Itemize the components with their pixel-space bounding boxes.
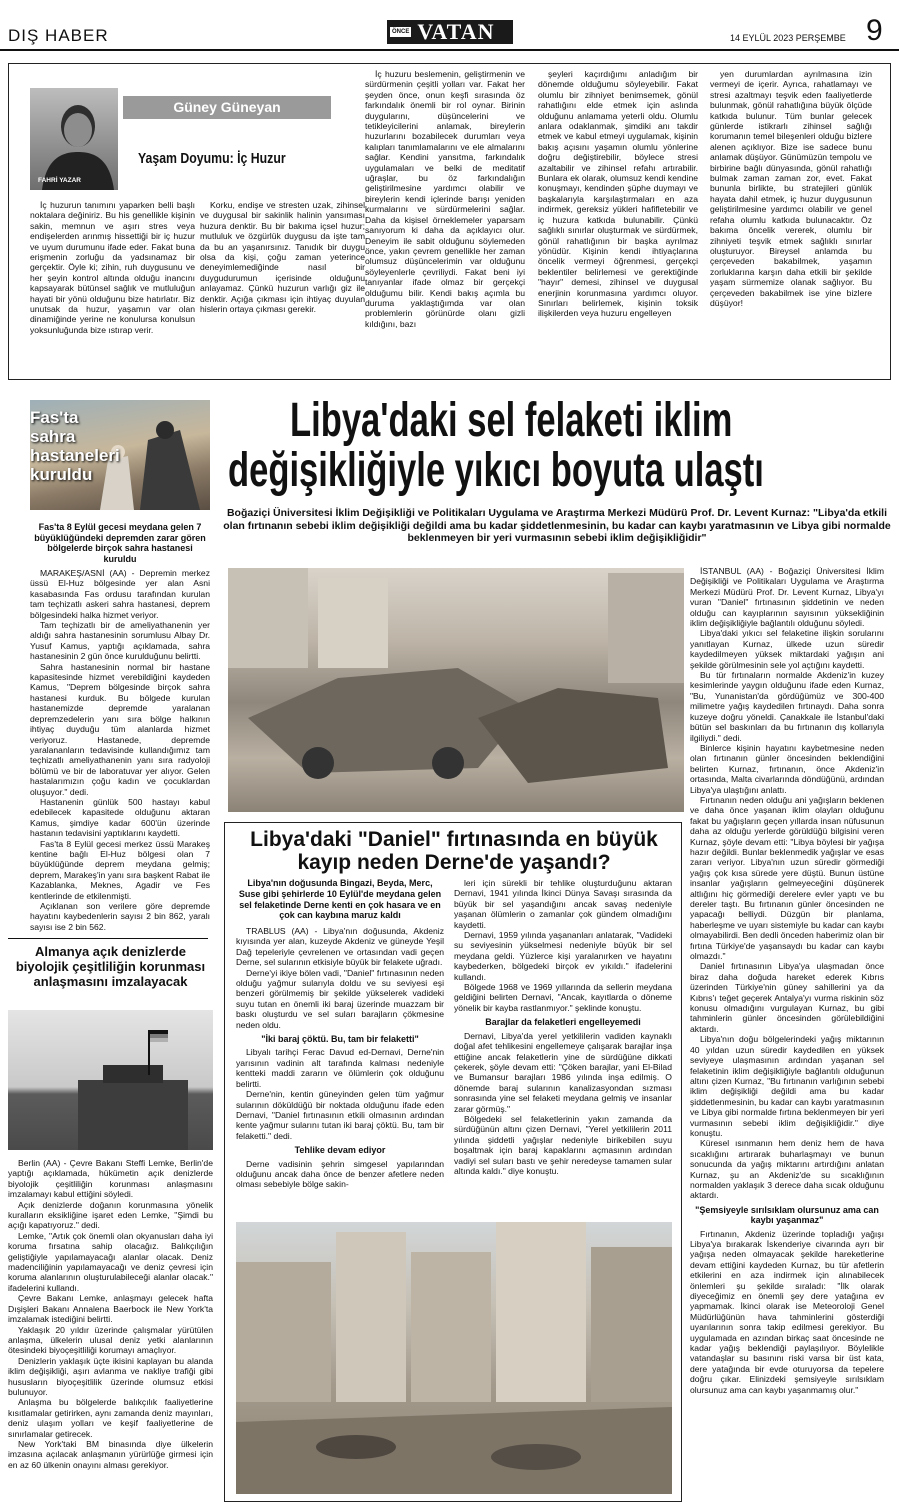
almanya-rule xyxy=(8,938,208,939)
almanya-photo xyxy=(8,1010,213,1150)
column-title: Yaşam Doyumu: İç Huzur xyxy=(138,150,286,167)
page-number: 9 xyxy=(866,14,883,47)
masthead-rule xyxy=(0,49,899,51)
masthead xyxy=(0,0,899,52)
author-portrait-icon xyxy=(30,88,118,190)
daniel-col-1: TRABLUS (AA) - Libya'nın doğusunda, Akdeniz kıyısında yer alan, kuzeyde Akdeniz ve güneyde Yeşil Dağ tepeleriyle çevrelenen ve ortasından vadi geçen Derne, sel sularının etkisiyle büyük bir felakete uğradı. Derne'yi ikiye bölen vadi, "Daniel" fırtınasının neden olduğu yağmur sularıyla doldu ve su seviyesi eşi benzeri görülmemiş bir şekilde yükselerek vadideki suyu tutan en önemli iki baraj üzerinde muazzam bir baskı oluşturdu ve sel suları barajların çökmesine neden oldu. "İki baraj çöktü. Bu, tam bir felaketti" Libyalı tarihçi Ferac Davud ed-Dernavi, Derne'nin yarısının vadinin alt tarafında kalması nedeniyle kentteki maddi zararın ve ölümlerin çok olduğunu belirtti. Derne'nin, kentin güneyinden gelen tüm yağmur sularının döküldüğü bir noktada olduğunu ifade eden Dernavi, "Daniel fırtınasının etkili olmasının ardından kente yağmur sularını tutan iki baraj çöktü. Bu, tam bir felaketti." dedi. Tehlike devam ediyor Derne vadisinin şehrin simgesel yapılarından olduğunu ancak daha önce de benzer afetlere neden olması sebebiyle bölge sakin- xyxy=(236,926,444,1190)
derne-street-photo-icon xyxy=(236,1222,672,1494)
column-text-3: İç huzuru beslemenin, geliştirmenin ve sürdürmenin çeşitli yolları var. Fakat her şeyden önce, onun keşfi sırasında öz farkındalık önemli bir rol oynar. Birinin duygularını, düşüncelerini ve tetikleyicilerini anlamak, bireylerin huzurlarını bozabilecek durumları veya kalıpları tanımlamalarını ve ele almalarını sağlar. Kendini yansıtma, farkındalık uygulamaları ve belki de meditatif uğraşlar, bu öz farkındalığın geliştirilmesine yardımcı olabilir ve bireylerin kendi içlerinde barışı yeniden kurmalarını ve sürdürmelerini sağlar. Daha da kişisel örneklemeler yaparsam sanıyorum ki daha da açıklayıcı olur. Deneyim ile sabit olduğunu söylemeden önce, yakın çevrem genellikle her zaman olumsuz düşüncelerimin var olduğunu söyleyenlerle çevriliydi. Fakat beni iyi tanıyanlar ifade olmaz bir gerçekçi olduğumu bilir. Kendi bakış açımla bu duruma yaklaştığımda var olan problemlerin görünürde olanı gizli kıldığını, bazı xyxy=(365,69,525,329)
column-text-5: yen durumlardan ayrılmasına izin vermeyi de içerir. Ayrıca, rahatlamayı ve stresi azaltmayı teşvik eden faaliyetlerde bulunmak, gönül rahatlığına büyük ölçüde katkıda bulunur. Tüm bunlar gelecek günlerde istikrarlı zihinsel sağlığı korumanın temel bileşenleri olduğu bizlere alenen açıklıyor. Bize ise sadece bunu anlamak düşüyor. Günümüzün tempolu ve birbirine bağlı dünyasında, gönül rahatlığı bulmak zaman zaman zor, evet. Fakat bununla birlikte, bu stratejileri günlük hayata dahil etmek, iç huzur duygusunun geliştirilmesine yardımcı olabilir ve genel refaha olumlu katkıda bulunacaktır. Öz bakıma öncelik vererek, olumlu bir zihniyeti teşvik etmek sağlıklı sınırlar oluşturuyor. Bireysel anlamda bu çerçeveden bakabilmek, yaşamın zorluklarına karşın daha etkili bir şekilde yaşam sürmemize olanak sağlıyor. Bu çerçeveden bakabilmek ise yine bizlere düşüyor! xyxy=(710,69,872,308)
photo-credit: FAHRİ YAZAR xyxy=(38,177,81,184)
daniel-headline: Libya'daki "Daniel" fırtınasında en büyük kayıp neden Derne'de yaşandı? xyxy=(250,828,658,874)
libya-flood-photo xyxy=(228,568,684,812)
almanya-body: Berlin (AA) - Çevre Bakanı Steffi Lemke, Berlin'de yaptığı açıklamada, hükümetin açık denizlerde biyolojik çeşitliliğin korunması anlaşmasını imzalamayı kabul ettiğini söyledi. Açık denizlerde doğanın korunmasına yönelik kuralların eksikliğine işaret eden Lemke, "Şimdi bu açığı kapatıyoruz." dedi. Lemke, "Artık çok önemli olan okyanusları daha iyi koruma fırsatına sahip olacağız. Balıkçılığın geliştiğiyle yapılamayacağı alanlar olacak. Deniz madenciliğinin yapılamayacağı ve deniz çevresi için koruma alanlarının oluşturulabileceği alanlar olacak." ifadelerini kullandı. Çevre Bakanı Lemke, anlaşmayı gelecek hafta Dışişleri Bakanı Annalena Baerbock ile New York'ta imzalamak istediğini belirtti. Yaklaşık 20 yıldır üzerinde çalışmalar yürütülen anlaşma, ülkelerin ulusal deniz yetki alanlarının ötesindeki biyoçeşitliliği korumayı amaçlıyor. Denizlerin yaklaşık üçte ikisini kaplayan bu alanda iklim değişikliği, aşırı avlanma ve nakliye trafiği gibi hususların biyoçeşitlilik üzerinde olumsuz etkisi bulunuyor. Anlaşma bu bölgelerde balıkçılık faaliyetlerine kısıtlamalar getirirken, aynı zamanda deniz mayınları, deniz ulaşım yolları ve keşif faaliyetlerine de sınırlamalar getirecek. New York'taki BM binasında diye ülkelerin imzasına açılacak anlaşmanın yürürlüğe girmesi için en az 60 ülkenin onayını alması gerekiyor. xyxy=(8,1158,213,1470)
fas-photo-title: Fas'ta sahra hastaneleri kuruldu xyxy=(30,408,120,484)
daniel-subhead-3: Barajlar da felaketleri engelleyemedi xyxy=(485,1017,641,1028)
reichstag-photo-icon xyxy=(8,1010,213,1150)
logo-badge: ÖNCE xyxy=(392,29,410,35)
almanya-headline: Almanya açık denizlerde biyolojik çeşitliliğin korunması anlaşmasını imzalayacak xyxy=(15,944,206,989)
column-text-1: İç huzurun tanımını yaparken belli başlı noktalara değiniriz. Bu his genellikle kişinin sakin, memnun ve aşırı stres veya endişelerden arınmış hissettiği bir iç huzur ve uyum durumunu ifade eder. Fakat buna erişmenin zorluğu da yadsınamaz bir gerçektir. Öyle ki; zihin, ruh duygusunu ve her şeyin kontrol altında olduğu inancını kapsayarak bütünsel sağlık ve mutluluğun hayati bir yönü olduğunu bize hatırlatır. Biz unutsak da huzur, yaşamın var olan dinamiğinde yerine ne konulursa konulsun yoksunluğunda bize ıstırap verir. xyxy=(30,200,195,335)
libya-headline-2: değişikliğiyle yıkıcı boyuta ulaştı xyxy=(228,444,764,497)
column-text-4: şeyleri kaçırdığımı anladığım bir dönemde olduğumu söyleyebilir. Fakat olumlu bir zihniyet benimsemek, gönül rahatlığını elde etmek için aslında olduğunu anlamama yeterli oldu. Olumlu anlara odaklanmak, şimdiki anı takdir etmek ve kabul etmeyi uygulamak, kişinin bakış açısını yaşamın olumlu yönlerine doğru değiştirebilir, böylece stresi azaltabilir ve zihinsel refahı artırabilir. Bunlara ek olarak, olumsuz kendi kendine konuşmayı, kendinden şüphe duymayı ve başkalarıyla karşılaştırmaları en aza indirmek, gereksiz yükleri hafifletebilir ve iç huzura katkıda bulunabilir. Çünkü sağlıklı sınırlar oluşturmak ve sürdürmek, gönül rahatlığının bir başka ayrılmaz yönüdür. Kişinin kendi ihtiyaçlarına öncelik vermeyi öğrenmesi, gerçekçi beklentiler belirlemesi ve gerektiğinde "hayır" demesi, zihinsel ve duygusal enerjinin korunmasına yardımcı oluyor. Sınırları belirlemek, kişinin toksik ilişkilerden veya huzuru engelleyen xyxy=(538,69,698,319)
daniel-lede: Libya'nın doğusunda Bingazi, Beyda, Merc, Suse gibi şehirlerde 10 Eylül'de meydana gelen sel felaketinde Derne kenti en çok hasara ve en çok can kaybına maruz kaldı xyxy=(238,878,442,921)
author-name: Güney Güneyan xyxy=(173,99,281,115)
column-text-2: Korku, endişe ve stresten uzak, zihinsel ve duygusal bir sakinlik halinin yansıması huzura denktir. Bu bir bakıma içsel huzur; mutluluk ve özgürlük duygusu da işte tam da bu an yaşanırsınız. Tanıdık bir duygu olsa da kişi, çoğu zaman yeterince deneyimlemediğinde nasıl bir duygudurumun içerisinde olduğunu anlayamaz. Çünkü huzurun varlığı giz ile denktir. Açığa çıkması için ihtiyaç duyulan hislerin ortaya çıkması gerekir. xyxy=(200,200,365,315)
fas-lede: Fas'ta 8 Eylül gecesi meydana gelen 7 büyüklüğündeki depremden zarar gören bölgelerde birçok sahra hastanesi kuruldu xyxy=(34,522,206,564)
derne-photo xyxy=(236,1222,672,1494)
libya-headline-1: Libya'daki sel felaketi iklim xyxy=(290,394,733,447)
vatan-logo xyxy=(387,20,513,44)
issue-date: 14 EYLÜL 2023 PERŞEMBE xyxy=(730,33,846,43)
libya-body: İSTANBUL (AA) - Boğaziçi Üniversitesi İklim Değişikliği ve Politikaları Uygulama ve Araştırma Merkezi Müdürü Prof. Dr. Levent Kurnaz, Libya'yı vuran "Daniel" fırtınasının şiddetinin ve neden olduğu can kayıplarının sayısının yüksekliğinin iklim değişikliğiyle bağlantılı olduğunu söyledi. Libya'daki yıkıcı sel felaketine ilişkin sorularını yanıtlayan Kurnaz, ülkede uzun süredir kaydedilmeyen yüksek miktardaki yağışın ani şekilde görülmesinin sele yol açtığını kaydetti. Bu tür fırtınaların normalde Akdeniz'in kuzey kesimlerinde yaygın olduğunu ifade eden Kurnaz, "Bu, Yunanistan'da gördüğümüz ve 300-400 milimetre yağış kaydedilen fırtınaydı. Daha sonra kuzeye doğru yöneldi. Çanakkale ile İstanbul'daki bütün sel baskınları da bu fırtınanın dış kollarıyla ilgiliydi." dedi. Binlerce kişinin hayatını kaybetmesine neden olan fırtınanın günler öncesinden beklendiğini belirten Kurnaz, fırtınanın, önce Akdeniz'in ortasında, Malta civarlarında döndüğünü, ardından Libya'ya ulaştığını anlattı. Fırtınanın neden olduğu ani yağışların beklenen ve daha önce yaşanan iklim olayları olduğunu fakat bu yağışların geçen yıllarda insan nüfusunun daha az olduğu yerlerde görüldüğü bilgisini veren Kurnaz, şöyle devam etti: "Libya böylesi bir yağışa hazır değildi. Bunlar beklenmedik yağışlar ve esas zararı veriyor. Libya'nın uzun süredir görmediği yağış çok kısa sürede yere düştü. Bunun üstüne insanlar yağışların gelmeyeceğini düşünerek altlığını hiç görmediği derelere evler yaptı ve bu dereler taştı. Bu fırtınanın günler öncesinden ne yapacağı belliydi. Düzgün bir planlama, haberleşme ve uyarı sistemiyle bu kadar can kaybı olmayabilirdi. Ben dedli önceden haberimiz olan bir fırtına Türkiye'de yaşansaydı bu kadar can kaybı olmazdı." Daniel fırtınasının Libya'ya ulaşmadan önce biraz daha doğuda hareket ederek Kıbrıs üzerinden Türkiye'nin güney sahillerini ya da Kıbrıs'ı teğet geçerek Antalya'yı vurma riskinin söz konusu olmadığını vurgulayan Kurnaz, bu gibi tahminlerin günler öncesinden görülebildiğini aktardı. Libya'nın doğu bölgelerindeki yağış miktarının 40 yıldan uzun süredir kaydedilen en yüksek seviyeye ulaşmasının ardından yaşanan sel felaketinin iklim değişikliğiyle bağlantılı olduğunun altını çizen Kurnaz, "Bu fırtınanın varlığının sebebi iklim değişikliği değildi ama bu kadar şiddetlenmesinin, bu kadar can kaybı yaratmasının ve Libya gibi normalde fırtına beklenmeyen bir yeri vurmasının sebebi iklim değişikliğidir." diye konuştu. Küresel ısınmanın hem deniz hem de hava sıcaklığını artırarak buharlaşmayı ve bunun sonucunda da yağış miktarını artırdığını anlatan Kurnaz, şu an Akdeniz'de su sıcaklığının normalden yaklaşık 3 derece daha sıcak olduğunu aktardı. "Şemsiyeyle sırılsıklam olursunuz ama can kaybı yaşanmaz" Fırtınanın, Akdeniz üzerinde topladığı yağışı Libya'ya bırakarak İskenderiye civarında ayrı bir yağışa neden olmayacak şekilde hareketlerine devam ettiğini kaydeden Kurnaz, bu tür afetlerin etkilerini en aza indirmek için alınabilecek önlemleri şu şekilde sıraladı: "İlk olarak diyeceğimiz en önemli şey dere yatağına ev yapmamak. İkinci olarak ise Meteoroloji Genel Müdürlüğünün hava tahminlerini gösterdiği uyarılarının sonra takip edilmesi gerekiyor. Bu uygulamada en azından birkaç saat öncesinde ne kadar yağış beklendiği paylaşılıyor. Böylelikle vatandaşlar su basınını riski varsa bir üst kata, dere yatağında bir evde oturuyorsa da tepelere doğru çıkar. Elinizdeki şemsiyeyle sırılsıklam olursunuz ama can kaybı yaşanmamış olur." xyxy=(690,566,884,1395)
fas-body: MARAKEŞ/ASNİ (AA) - Depremin merkez üssü El-Huz bölgesinde yer alan Asni kasabasında Fas ordusu tarafından kurulan tam teçhizatlı askeri sahra hastanesi, deprem bölgesindeki halka hizmet veriyor. Tam teçhizatlı bir de ameliyathanenin yer aldığı sahra hastanesinin sorumlusu Albay Dr. Yusuf Kamus, yaptığı açıklamada, sahra hastanesinin 2 gün önce kurulduğunu belirtti. Sahra hastanesinin normal bir hastane kapasitesinde hizmet verebildiğini kaydeden Kamus, "Deprem bölgesinde birçok sahra hastanesi kurduk. Bu bölgede kurulan hastanemizde depremde yaralanan depremzedelerin yanı sıra bölge halkının ihtiyaç duyduğu tüm alanlarda hizmet veriyoruz. Hastanede, depremde yaralananların tedavisinde kullandığımız tam teçhizatlı ameliyathanenin yanı sıra radyoloji bölümü ve bir de laboratuvar yer alıyor. Gelen hastalarımızın çoğu kadın ve çocuklardan oluşuyor." dedi. Hastanenin günlük 500 hastayı kabul edebilecek kapasitede olduğunu aktaran Kamus, şimdiye kadar 600'ün üzerinde hastanın tedavisini yaptıklarını kaydetti. Fas'ta 8 Eylül gecesi merkez üssü Marakeş kentine bağlı El-Huz bölgesi olan 7 büyüklüğünde deprem meydana gelmiş; deprem, Marakeş'in yanı sıra başkent Rabat ile Kazablanka, Meknes, Agadir ve Fes kentlerinde de etkilenmişti. Açıklanan son verilere göre depremde hayatını kaybedenlerin sayısı 2 bin 862, yaralı sayısı ise 2 bin 562. xyxy=(30,568,210,932)
section-title: DIŞ HABER xyxy=(8,26,109,45)
libya-subhead-2: "Şemsiyeyle sırılsıklam olursunuz ama can kaybı yaşanmaz" xyxy=(695,1204,879,1226)
daniel-subhead-2: Tehlike devam ediyor xyxy=(294,1145,386,1156)
logo-text: VATAN xyxy=(417,19,495,44)
daniel-col-2: leri için sürekli bir tehlike oluşturduğunu aktaran Dernavi, 1941 yılında İkinci Dünya Savaşı sırasında da büyük bir sel yaşandığını ancak savaş nedeniyle yaşanan ölümlerin o zamanlar çok gündem olmadığını kaydetti. Dernavi, 1959 yılında yaşananları anlatarak, "Vadideki su seviyesinin yükselmesi nedeniyle büyük bir sel meydana geldi. Yüzlerce kişi yaralanırken ve hayatını kaybederken, bölgedeki birçok ev yıkıldı." ifadelerini kullandı. Bölgede 1968 ve 1969 yıllarında da sellerin meydana geldiğini belirten Dernavi, "Ancak, kayıtlarda o döneme yönelik bir kayba rastlanmıyor." şeklinde konuştu. Barajlar da felaketleri engelleyemedi Dernavi, Libya'da yerel yetkililerin vadiden kaynaklı doğal afet tehlikesini engellemeye çalışarak barajlar inşa ettiğine ancak felaketlerin yine de sürdüğüne dikkati çekerek, şöyle devam etti: "Çöken barajlar, yani El-Bilad ve Bumansur barajları 1986 yılında inşa edilmiş. O dönemde baraj sularının kanalizasyondan sızması sonrasında yine sel felaketi meydana gelmiş ve insanlar zarar görmüş." Bölgedeki sel felaketlerinin yakın zamanda da sürdüğünün altını çizen Dernavi, "Yerel yetkililerin 2011 yılında şiddetli yağışlar nedeniyle birikebilen suyu boşaltmak için baraj kapaklarını açmasının ardından vadiyi sel suları bastı ve şehir neredeyse tamamen sular altında kaldı." diye konuştu. xyxy=(454,878,672,1176)
libya-subhead: Boğaziçi Üniversitesi İklim Değişikliği ve Politikaları Uygulama ve Araştırma Merkezi Müdürü Prof. Dr. Levent Kurnaz: "Libya'da etkili olan fırtınanın sebebi iklim değişikliği değildi ama bu kadar şiddetlenmesinin, bu kadar can kaybı yaratmasının ve Libya gibi normalde beklenmeyen bir yeri vurmasının sebebi iklim değişikliğidir" xyxy=(223,507,891,544)
flood-damage-photo-icon xyxy=(228,568,684,812)
daniel-subhead-1: "İki baraj çöktü. Bu, tam bir felaketti" xyxy=(261,1034,419,1045)
author-photo xyxy=(30,88,118,190)
